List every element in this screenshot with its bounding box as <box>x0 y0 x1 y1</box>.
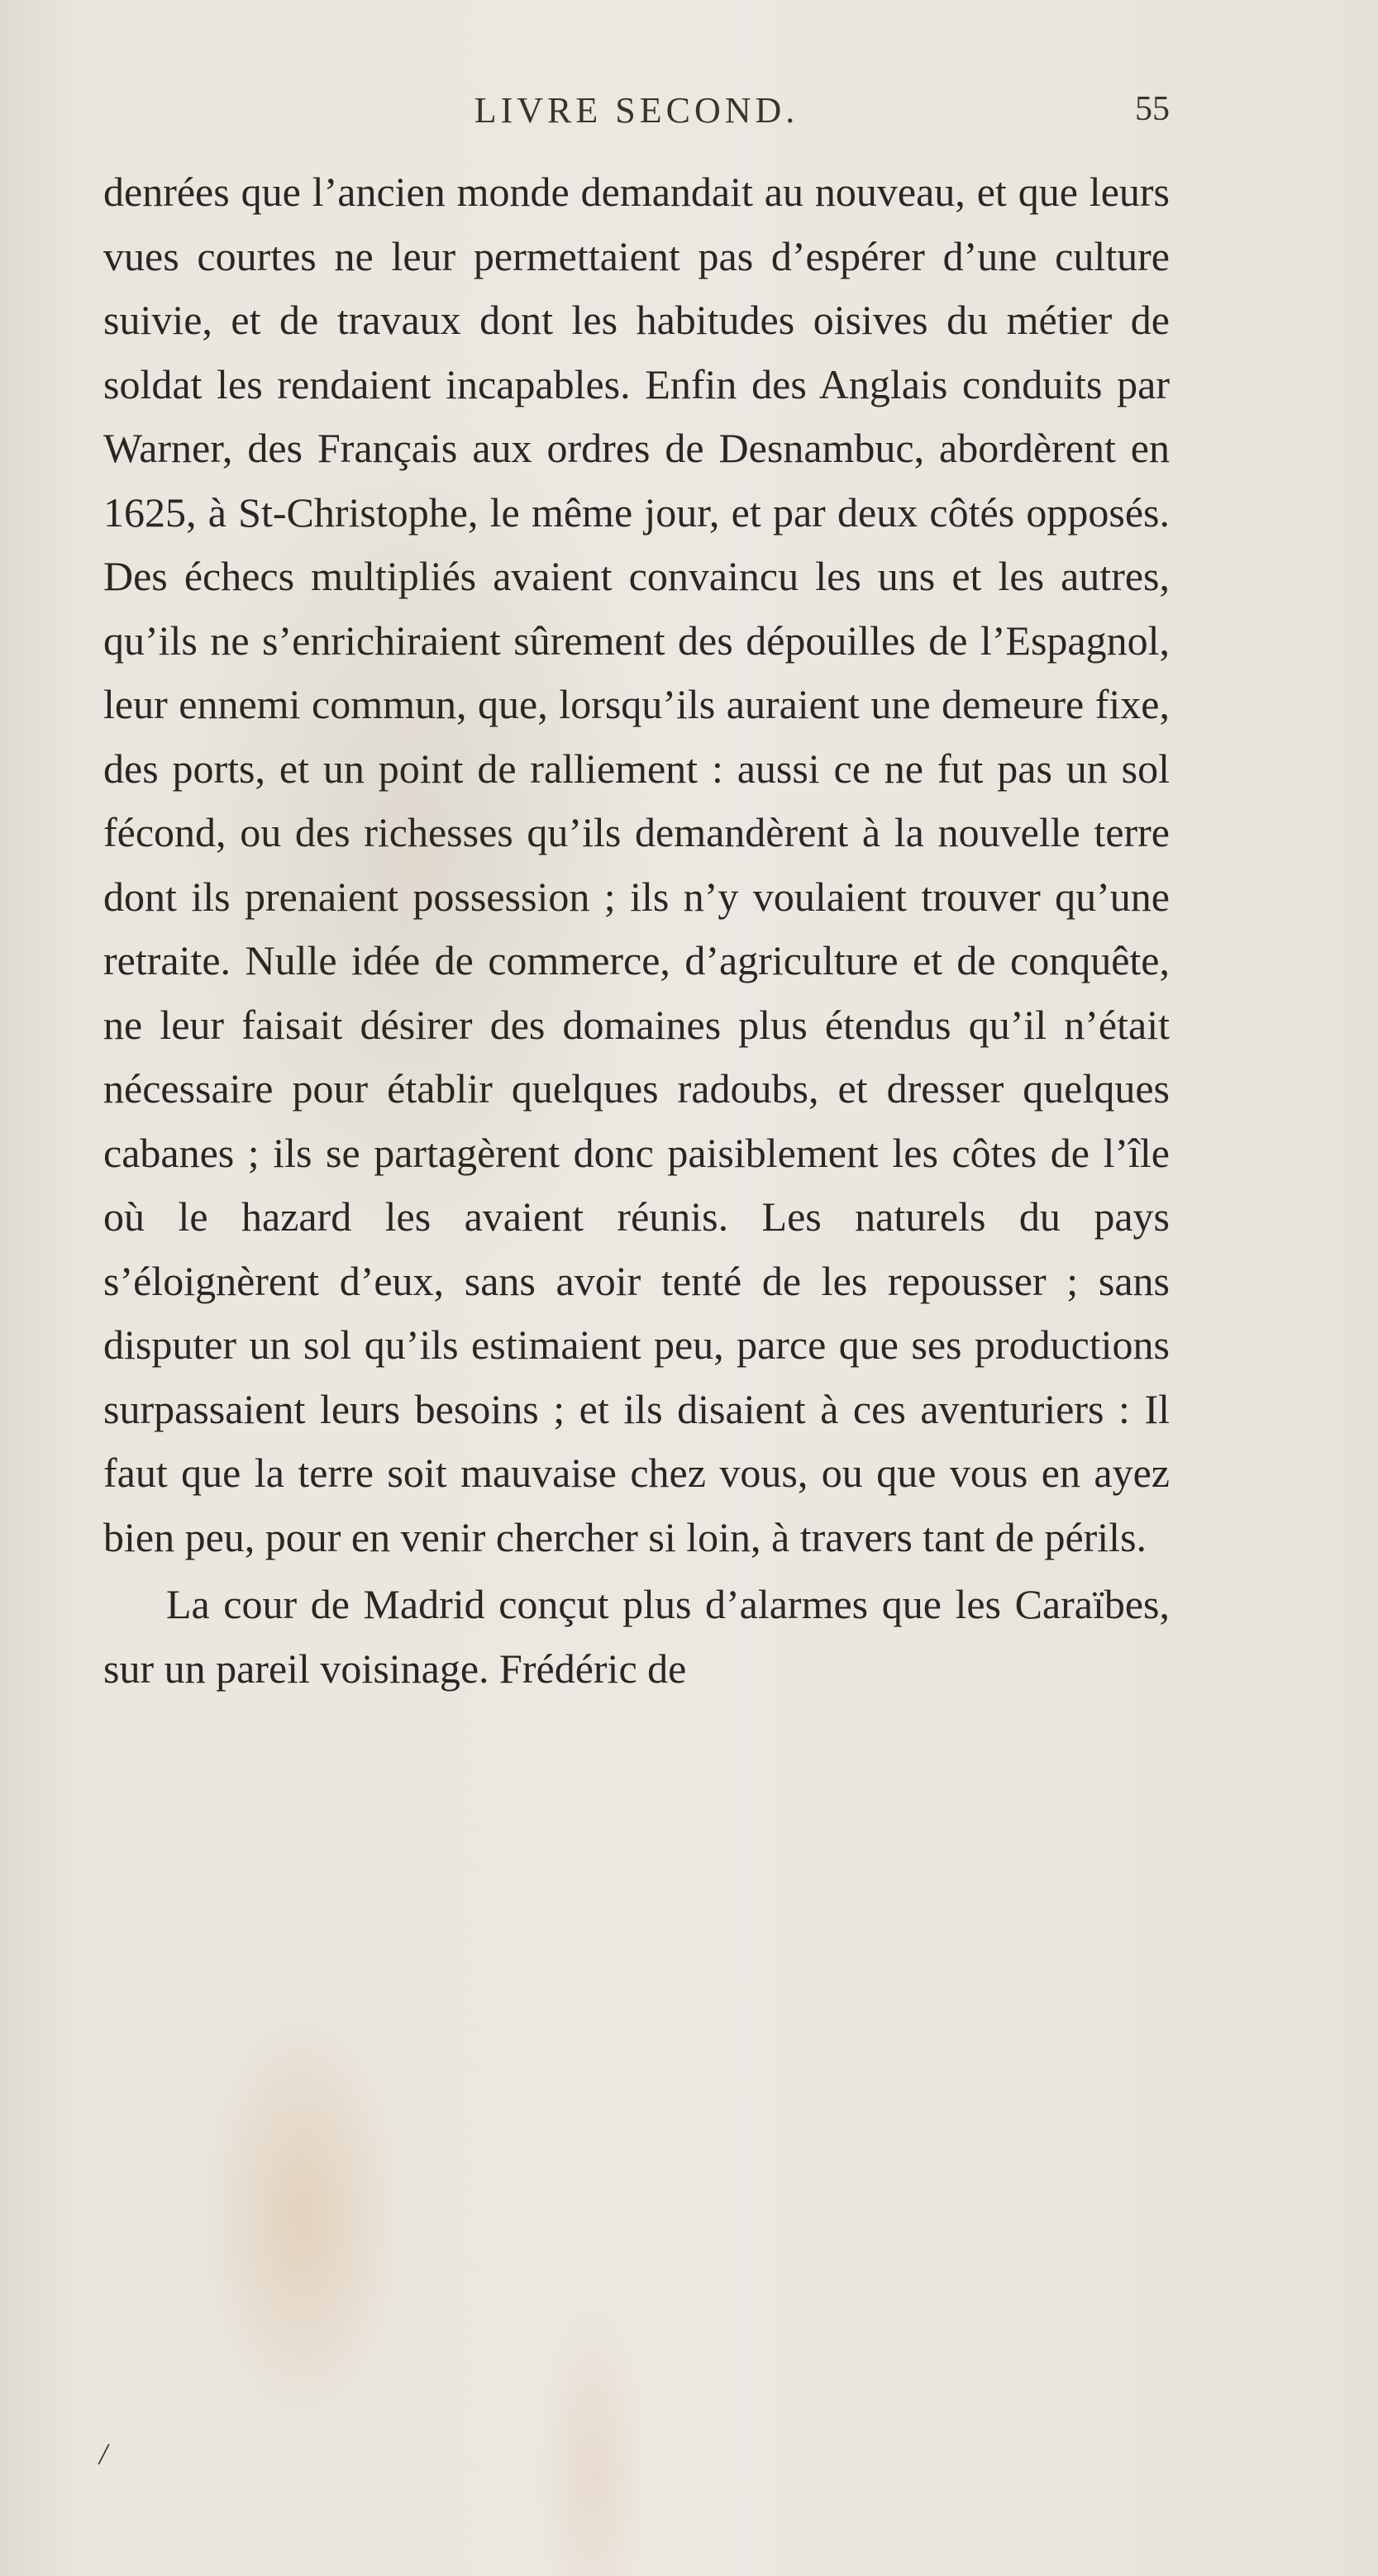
running-head <box>103 89 1170 139</box>
paragraph-2: La cour de Madrid conçut plus d’alarmes que les Caraïbes, sur un pareil voisinage. Frédéric de <box>103 1581 1170 1692</box>
running-title: LIVRE SECOND. <box>474 90 799 131</box>
margin-mark: / <box>99 2437 108 2470</box>
paragraph-1: denrées que l’ancien monde demandait au nouveau, et que leurs vues courtes ne leur permettaient pas d’espérer d’une culture suivie, et de travaux dont les habitudes oisives du métier de soldat les rendaient incapables. Enfin des Anglais conduits par Warner, des Français aux ordres de Desnambuc, abordèrent en 1625, à St-Christophe, le même jour, et par deux côtés opposés. Des échecs multipliés avaient convaincu les uns et les autres, qu’ils ne s’enrichiraient sûrement des dépouilles de l’Espagnol, leur ennemi commun, que, lorsqu’ils auraient une demeure fixe, des ports, et un point de ralliement : aussi ce ne fut pas un sol fécond, ou des richesses qu’ils demandèrent à la nouvelle terre dont ils prenaient possession ; ils n’y voulaient trouver qu’une retraite. Nulle idée de commerce, d’agriculture et de conquête, ne leur faisait désirer des domaines plus étendus qu’il n’était nécessaire pour établir quelques radoubs, et dresser quelques cabanes ; ils se partagèrent donc paisiblement les côtes de l’île où le hazard les avaient réunis. Les naturels du pays s’éloignèrent d’eux, sans avoir tenté de les repousser ; sans disputer un sol qu’ils estimaient peu, parce que ses productions surpassaient leurs besoins ; et ils disaient à ces aventuriers : Il faut que la terre soit mauvaise chez vous, ou que vous en ayez bien peu, pour en venir chercher si loin, à travers tant de périls. <box>103 169 1170 1560</box>
page-number: 55 <box>1135 90 1170 128</box>
body-text <box>103 160 1170 1701</box>
